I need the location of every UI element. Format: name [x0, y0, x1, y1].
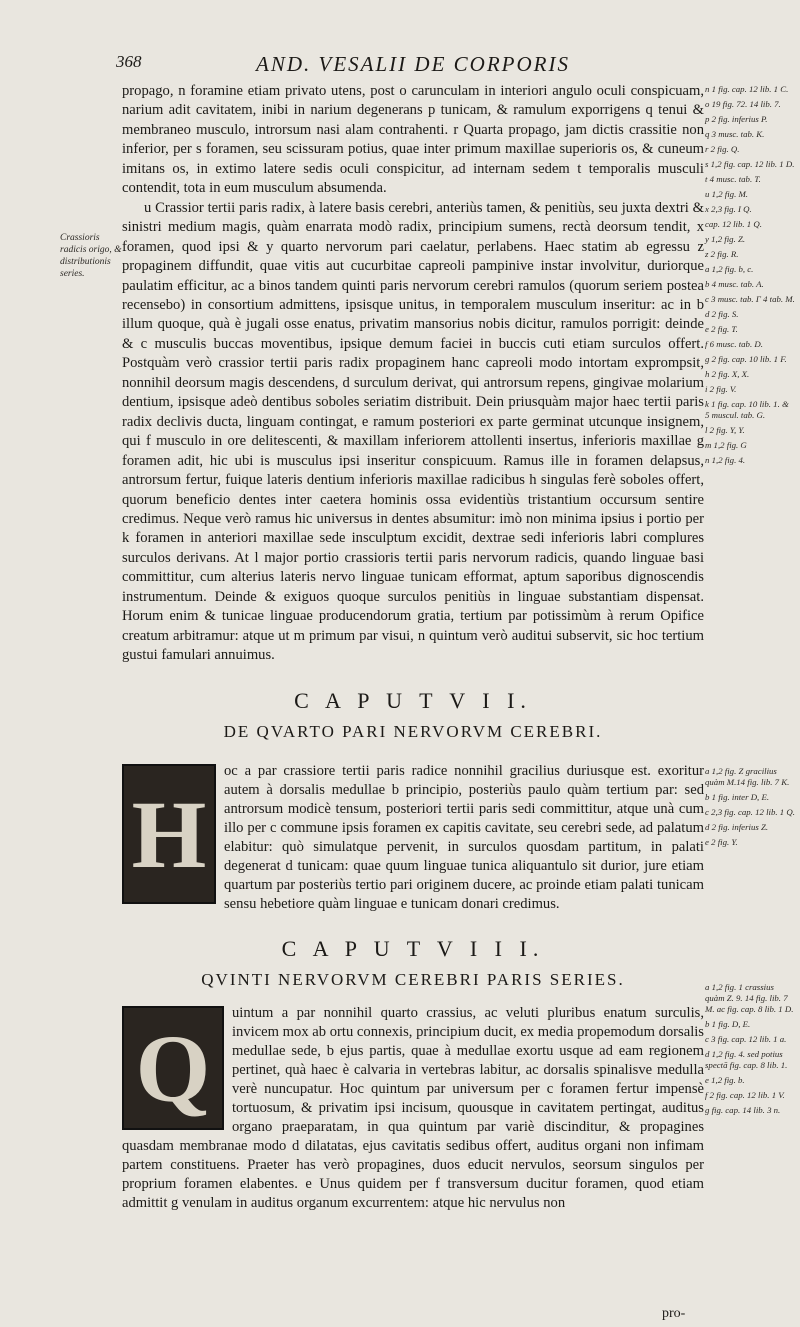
- decorated-initial-h: H: [122, 764, 216, 904]
- chapter7-text: [122, 762, 704, 914]
- margin-note: q 3 musc. tab. K.: [705, 129, 765, 139]
- margin-note: s 1,2 fig. cap. 12 lib. 1 D.: [705, 159, 795, 169]
- margin-note: u 1,2 fig. M.: [705, 189, 749, 199]
- margin-note: x 2,3 fig. I Q.: [705, 204, 752, 214]
- margin-note: c 3 musc. tab. Γ 4 tab. M.: [705, 294, 795, 304]
- margin-note: b 4 musc. tab. A.: [705, 279, 764, 289]
- paragraph-1: propago, n foramine etiam privato utens, post o carunculam in interiori angulo oculi conspicuam, narium adit cavitatem, inibi in narium degenerans p tunicam, & ramulum exporrigens q tenui & membraneo musculo, introrsum nasi alam contrahenti. r Quarta propago, jam dictis crassitie non inferior, per s foramen, seu scissuram potius, quae inter primum maxillae superioris os, & cuneum imitans os, in extimo latere sedis oculi conspicitur, ad internam sedem t temporalis musculi contendit, tota in eum musculum absumenda.: [122, 83, 704, 197]
- margin-note: n 1,2 fig. 4.: [705, 455, 746, 465]
- margin-note: i 2 fig. V.: [705, 384, 737, 394]
- margin-note: d 2 fig. inferius Z.: [705, 822, 769, 832]
- margin-note: g fig. cap. 14 lib. 3 n.: [705, 1105, 781, 1115]
- margin-note: c 2,3 fig. cap. 12 lib. 1 Q.: [705, 807, 795, 817]
- margin-note: cap. 12 lib. 1 Q.: [705, 219, 762, 229]
- margin-note: a 1,2 fig. Z gracilius quàm M.14 fig. lib. 7 K.: [705, 766, 790, 787]
- chapter7-heading: C A P U T V I I.: [294, 688, 532, 713]
- margin-note: b 1 fig. D, E.: [705, 1019, 751, 1029]
- margin-note: e 2 fig. T.: [705, 324, 738, 334]
- margin-note: e 2 fig. Y.: [705, 837, 738, 847]
- margin-note: z 2 fig. R.: [705, 249, 739, 259]
- running-title: AND. VESALII DE CORPORIS: [256, 52, 570, 76]
- margin-note: a 1,2 fig. b, c.: [705, 264, 754, 274]
- chapter7-subtitle: DE QVARTO PARI NERVORVM CEREBRI.: [223, 722, 603, 741]
- margin-note: t 4 musc. tab. T.: [705, 174, 761, 184]
- margin-note: l 2 fig. Y, Y.: [705, 425, 745, 435]
- margin-note: e 1,2 fig. b.: [705, 1075, 745, 1085]
- chapter6-text: [122, 82, 704, 666]
- margin-note: p 2 fig. inferius P.: [705, 114, 768, 124]
- chapter8-text: [122, 1004, 704, 1213]
- paragraph-2: u Crassior tertii paris radix, à latere basis cerebri, anteriùs tamen, & penitiùs, seu juxta dextri & sinistri medium magis, quàm enarrata modò radix, principium sumens, rectà deorsum tendit, x foramen, quod ipsi & y quarto nervorum pari caelatur, perlabens. Haec statim ab egressu z propaginem diffundit, quae vitis aut cucurbitae capreoli pampinive instar involvitur, duriorque paulatim efficitur, ac a binos tandem quinti paris nervorum cerebri ramulos (quorum seriem postea recensebo) in consortium admittens, ipsisque unitus, in temporalem musculum inseritur: ac in b illum quoque, quà è jugali osse enatus, privatim mansorius nobis dicitur, ramulos porrigit: deinde & c musculis buccas moventibus, ipsique demum faciei in buccis cuti etiam surculos offert. Postquàm verò crassior tertii paris radix propaginem hanc capreoli modo intortam exprompsit, nonnihil deorsum magis descendens, d surculum derivat, qui antrorsum repens, gingivae molarium dentium, ipsisque adeò dentibus soboles seriatim distribuit. Dein priusquàm major haec tertii paris radix declivis ducta, linguam contingat, e ramum posteriori ex parte germinat utcunque insignem, qui f musculo in ore delitescenti, & maxillam inferiorem attollenti insertus, inferioris maxillae g foramen adit, hic ubi is musculus ipsi inseritur conspicuum. Ramus ille in foramen delapsus, antrorsum fertur, fuique lateris dentium inferioris maxillae radicibus h singulas ferè soboles offert, quorum beneficio dentes inter caetera hominis ossa evidentiùs tristantium occursum sentire credimus. Neque verò ramus hic universus in dentes absumitur: imò non minima ipsius i portio per k foramen in anteriori maxillae sede insculptum excidit, dextrae sedi inferioris labri complures surculos derivans. At l major portio crassioris tertii paris nervorum radicis, quando linguae basi committitur, cum alterius lateris nervo linguae tunicam efformat, aptum saporibus dignoscendis instrumentum. Deinde & exiguos quoque surculos penitiùs in linguae substantiam dispensat. Horum enim & tunicae linguae producendorum gratia, tertium par potissimùm à rerum Opifice creatum arbitramur: atque ut m primum par visui, n quintum verò auditui subservit, sic hoc tertium gustui famulari annuimus.: [122, 199, 704, 664]
- margin-note: d 2 fig. S.: [705, 309, 739, 319]
- margin-notes-top: [705, 84, 795, 470]
- left-margin-note: Crassioris radicis origo, & distributionis series.: [60, 233, 122, 279]
- running-header: [116, 52, 716, 76]
- margin-note: y 1,2 fig. Z.: [705, 234, 746, 244]
- chapter8-heading: C A P U T V I I I.: [281, 936, 545, 961]
- page-number: 368: [116, 52, 142, 71]
- margin-notes-middle: [705, 766, 795, 852]
- margin-note: r 2 fig. Q.: [705, 144, 740, 154]
- decorated-initial-q: Q: [122, 1006, 224, 1130]
- margin-note: f 2 fig. cap. 12 lib. 1 V.: [705, 1090, 785, 1100]
- margin-notes-bottom: [705, 982, 795, 1120]
- margin-note: h 2 fig. X, X.: [705, 369, 750, 379]
- margin-note: f 6 musc. tab. D.: [705, 339, 763, 349]
- catchword: pro-: [662, 1306, 686, 1321]
- margin-note: c 3 fig. cap. 12 lib. 1 a.: [705, 1034, 787, 1044]
- margin-note: n 1 fig. cap. 12 lib. 1 C.: [705, 84, 789, 94]
- margin-note: o 19 fig. 72. 14 lib. 7.: [705, 99, 781, 109]
- margin-note: k 1 fig. cap. 10 lib. 1. & 5 muscul. tab. G.: [705, 399, 789, 420]
- chapter8-body: uintum a par nonnihil quarto crassius, ac veluti pluribus enatum surculis, invicem mox ab ortu connexis, principium ducit, ex media propemodum dorsalis medullae sede, b ejus partis, quae à medullae exortu usque ad eam regionem pertinet, quà haec è calvaria in vertebras labitur, ac dorsalis spinalisve medulla verè nuncupatur. Hoc quintum par universum per c foramen fertur impensè tortuosum, & privatim ipsi incisum, quousque in cavitatem pertingat, auditus organo praeparatam, in qua quintum par variè discinditur, & propagines quasdam membranae modo d dilatatas, ejus cavitatis sedibus offert, auditus organi non infimam partem constituens. Praeter has verò propagines, duos educit nervulos, seorsum singulos per proprium foramen elabentes. e Unus quidem per f transversum ducitur foramen, quod etiam admittit g venulam in auditus organum excurrentem: atque hic nervulus non: [122, 1005, 704, 1211]
- margin-note: m 1,2 fig. G: [705, 440, 747, 450]
- margin-note: a 1,2 fig. 1 crassius quàm Z. 9. 14 fig. lib. 7 M. ac fig. cap. 8 lib. 1 D.: [705, 982, 794, 1014]
- chapter7-body: oc a par crassiore tertii paris radice nonnihil gracilius duriusque est. exoritur autem à dorsalis medullae b principio, posteriùs paulo quàm tertium par: sed antrorsum modicè tensum, posteriori tertii paris sedi committitur, atque unà cum illo per c commune ipsis foramen ex capitis cavitate, seu cerebri sede, ad palatum elabitur: quò simulatque pervenit, in surculos quosdam partitum, in palati degenerat d tunicam: quae quum linguae tunica aliquantulo sit durior, jure etiam quartum par posteriùs tertio pari originem ducere, ac proinde etiam palati tunicam sensu hebetiore quàm linguae e tunicam donari credimus.: [224, 763, 704, 912]
- margin-note: d 1,2 fig. 4. sed potius spectā fig. cap. 8 lib. 1.: [705, 1049, 788, 1070]
- margin-note: g 2 fig. cap. 10 lib. 1 F.: [705, 354, 787, 364]
- chapter8-subtitle: QVINTI NERVORVM CEREBRI PARIS SERIES.: [201, 970, 625, 989]
- margin-note: b 1 fig. inter D, E.: [705, 792, 770, 802]
